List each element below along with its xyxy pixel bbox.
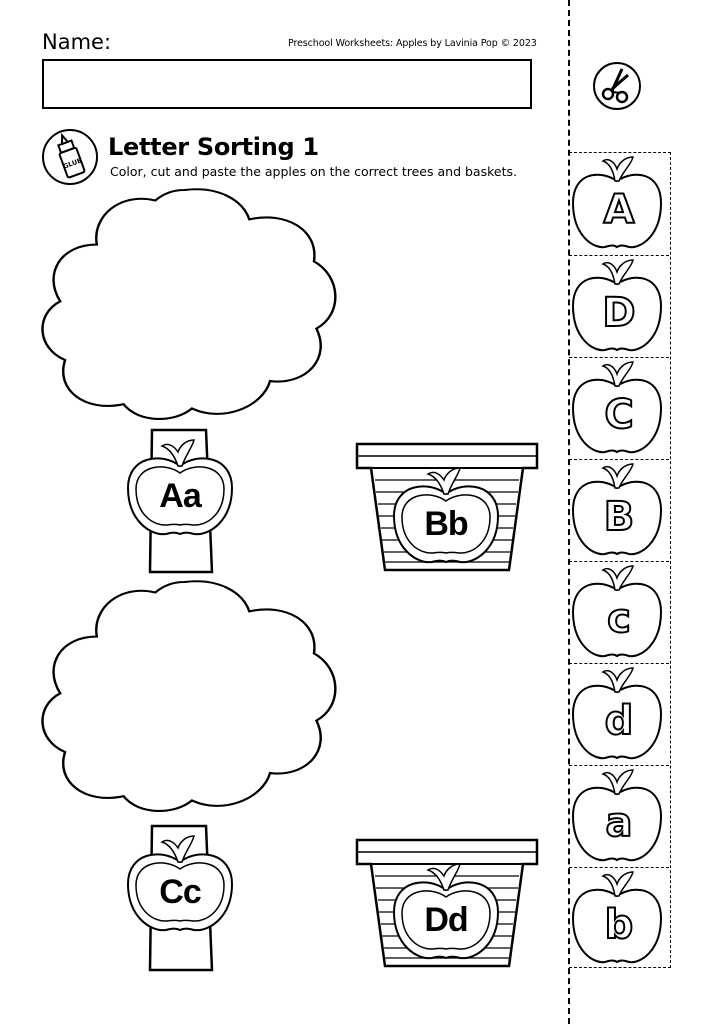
cutout-letter: d (604, 698, 634, 744)
cutout-letter: B (603, 494, 635, 540)
instructions: Color, cut and paste the apples on the correct trees and baskets. (110, 164, 517, 179)
cutout-letter: b (604, 902, 634, 948)
cutout-apple[interactable] (569, 663, 669, 766)
cutout-letter: D (602, 290, 636, 336)
cutout-apple[interactable] (569, 867, 669, 970)
cutout-apple[interactable] (569, 459, 669, 562)
name-label: Name: (42, 30, 112, 54)
basket-label-bb: Bb (424, 505, 468, 543)
cutout-strip (569, 152, 671, 968)
cutout-letter: a (605, 800, 633, 846)
basket-label-dd: Dd (424, 901, 468, 939)
cutout-letter: C (604, 392, 634, 438)
cutout-apple[interactable] (569, 561, 669, 664)
cutout-letter: A (603, 187, 635, 233)
cutout-apple[interactable] (569, 255, 669, 358)
cutout-letter: c (607, 596, 631, 642)
cutout-apple[interactable] (569, 357, 669, 460)
cutout-apple[interactable] (569, 765, 669, 868)
tree-label-aa: Aa (159, 477, 201, 515)
tree-label-cc: Cc (159, 873, 201, 911)
cutout-apple[interactable] (569, 153, 669, 255)
glue-label: GLUE (62, 156, 83, 171)
credit-line: Preschool Worksheets: Apples by Lavinia Pop © 2023 (288, 38, 537, 49)
page-title: Letter Sorting 1 (108, 133, 319, 161)
scissors-icon (592, 61, 642, 111)
